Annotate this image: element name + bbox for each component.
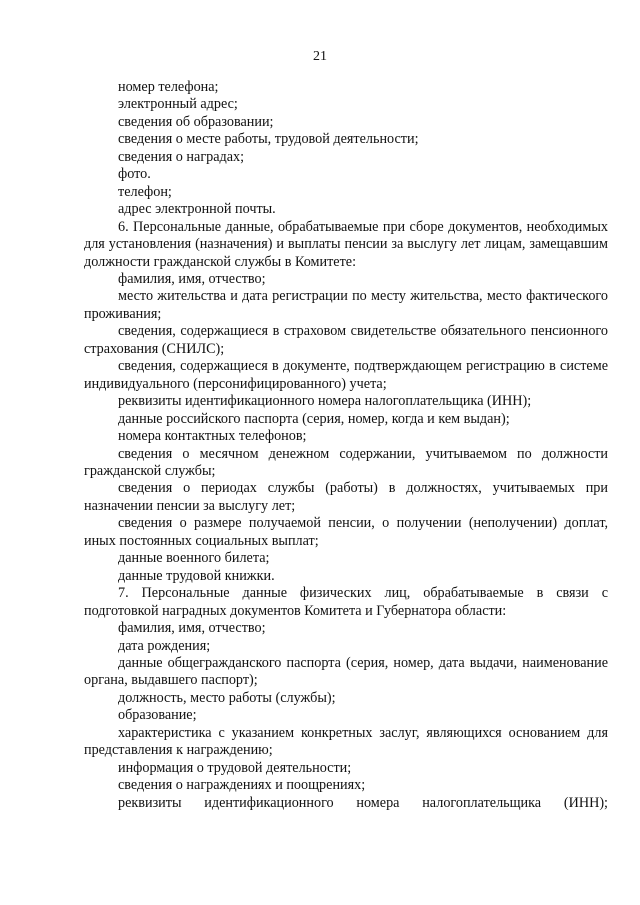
paragraph: сведения о месячном денежном содержании, учитываемом по должности гражданской службы;: [84, 445, 608, 479]
section-paragraph: 7. Персональные данные физических лиц, обрабатываемые в связи с подготовкой наградных документов Комитета и Губернатора области:: [84, 585, 608, 619]
paragraph: сведения о наградах;: [118, 148, 245, 165]
page-number: 21: [313, 49, 327, 64]
paragraph: сведения, содержащиеся в документе, подтверждающем регистрацию в системе индивидуального (персонифицированного) учета;: [84, 358, 608, 392]
paragraph: сведения об образовании;: [118, 113, 274, 130]
section-paragraph: 6. Персональные данные, обрабатываемые при сборе документов, необходимых для установления (назначения) и выплаты пенсии за выслугу лет лицам, замещавшим должности гражданской службы в Комитете:: [84, 218, 608, 270]
paragraph: телефон;: [118, 183, 172, 200]
paragraph: фамилия, имя, отчество;: [118, 620, 266, 637]
paragraph: сведения о размере получаемой пенсии, о получении (неполучении) доплат, иных постоянных социальных выплат;: [84, 515, 608, 549]
paragraph: сведения о награждениях и поощрениях;: [118, 777, 366, 794]
paragraph: образование;: [118, 707, 197, 724]
paragraph: сведения о месте работы, трудовой деятельности;: [118, 131, 419, 148]
paragraph: номера контактных телефонов;: [118, 428, 307, 445]
paragraph: данные военного билета;: [118, 550, 270, 567]
paragraph: дата рождения;: [118, 637, 211, 654]
paragraph: данные трудовой книжки.: [118, 567, 275, 584]
paragraph: номер телефона;: [118, 79, 219, 95]
paragraph: сведения, содержащиеся в страховом свидетельстве обязательного пенсионного страхования (СНИЛС);: [84, 323, 608, 357]
paragraph: фото.: [118, 166, 151, 183]
paragraph: должность, место работы (службы);: [118, 689, 336, 706]
paragraph: фамилия, имя, отчество;: [118, 270, 266, 287]
paragraph: характеристика с указанием конкретных заслуг, являющихся основанием для представления к награждению;: [84, 724, 608, 759]
paragraph: место жительства и дата регистрации по месту жительства, место фактического проживания;: [84, 288, 608, 322]
paragraph: электронный адрес;: [118, 96, 238, 113]
paragraph: сведения о периодах службы (работы) в должностях, учитываемых при назначении пенсии за выслугу лет;: [84, 480, 608, 514]
paragraph: реквизиты идентификационного номера налогоплательщика (ИНН);: [118, 794, 608, 811]
paragraph: информация о трудовой деятельности;: [118, 759, 352, 776]
paragraph: данные российского паспорта (серия, номер, когда и кем выдан);: [118, 410, 510, 427]
paragraph: данные общегражданского паспорта (серия, номер, дата выдачи, наименование органа, выдавшего паспорт);: [84, 654, 608, 689]
page-body: [84, 79, 608, 812]
paragraph: адрес электронной почты.: [118, 201, 276, 218]
paragraph: реквизиты идентификационного номера налогоплательщика (ИНН);: [118, 393, 532, 410]
